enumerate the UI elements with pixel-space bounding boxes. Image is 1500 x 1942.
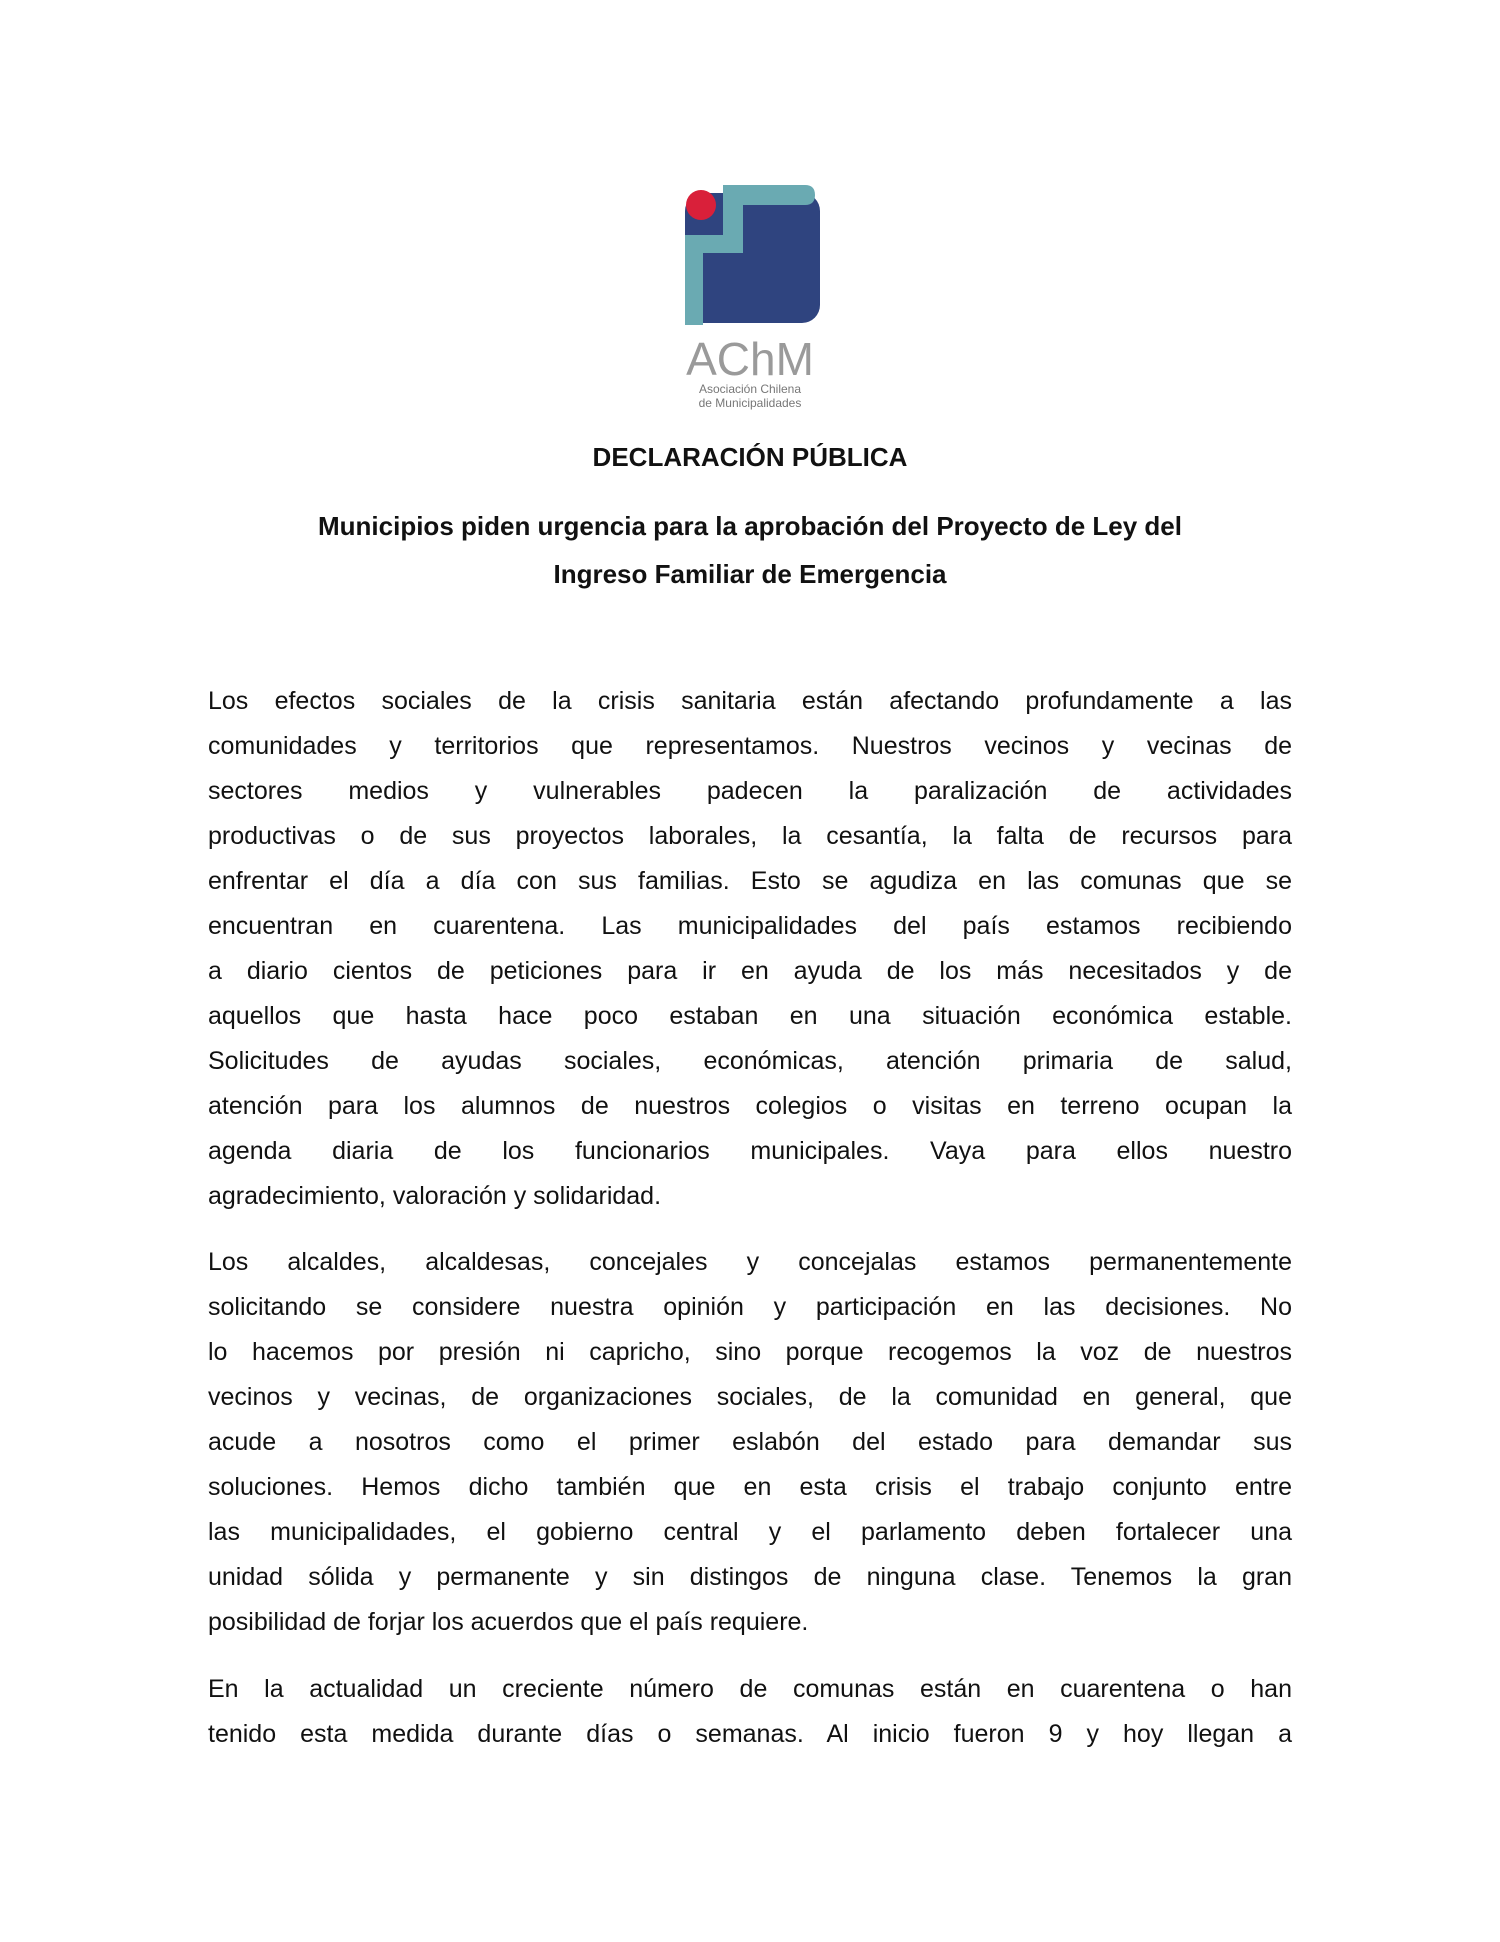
- text-line: encuentran en cuarentena. Las municipalidades del país estamos recibiendo: [208, 912, 1292, 940]
- paragraph-1: [208, 679, 1292, 1219]
- logo-line1: Asociación Chilena: [698, 382, 802, 396]
- paragraph-2: [208, 1240, 1292, 1645]
- paragraph-3: [208, 1667, 1292, 1757]
- text-line: agenda diaria de los funcionarios municipales. Vaya para ellos nuestro: [208, 1137, 1292, 1165]
- text-line: aquellos que hasta hace poco estaban en una situación económica estable.: [208, 1002, 1292, 1030]
- text-line: comunidades y territorios que representamos. Nuestros vecinos y vecinas de: [208, 732, 1292, 760]
- text-line: las municipalidades, el gobierno central y el parlamento deben fortalecer una: [208, 1518, 1292, 1546]
- text-line: lo hacemos por presión ni capricho, sino porque recogemos la voz de nuestros: [208, 1338, 1292, 1366]
- text-line: atención para los alumnos de nuestros colegios o visitas en terreno ocupan la: [208, 1092, 1292, 1120]
- subtitle-line: Municipios piden urgencia para la aprobación del Proyecto de Ley del: [318, 511, 1182, 541]
- document-title: DECLARACIÓN PÚBLICA: [592, 442, 908, 472]
- text-line: vecinos y vecinas, de organizaciones sociales, de la comunidad en general, que: [208, 1383, 1292, 1411]
- text-line: En la actualidad un creciente número de comunas están en cuarentena o han: [208, 1675, 1292, 1703]
- text-line: unidad sólida y permanente y sin distingos de ninguna clase. Tenemos la gran: [208, 1563, 1292, 1591]
- text-line: tenido esta medida durante días o semanas. Al inicio fueron 9 y hoy llegan a: [208, 1720, 1292, 1748]
- logo-red-dot: [686, 190, 716, 220]
- text-line: Solicitudes de ayudas sociales, económicas, atención primaria de salud,: [208, 1047, 1292, 1075]
- text-line: enfrentar el día a día con sus familias. Esto se agudiza en las comunas que se: [208, 867, 1292, 895]
- text-line: agradecimiento, valoración y solidaridad.: [208, 1182, 662, 1210]
- text-line: Los efectos sociales de la crisis sanitaria están afectando profundamente a las: [208, 687, 1292, 715]
- logo-acronym: AChM: [686, 333, 814, 385]
- text-line: Los alcaldes, alcaldesas, concejales y concejalas estamos permanentemente: [208, 1248, 1292, 1276]
- text-line: acude a nosotros como el primer eslabón del estado para demandar sus: [208, 1428, 1292, 1456]
- subtitle-line: Ingreso Familiar de Emergencia: [553, 559, 947, 589]
- logo-line2: de Municipalidades: [698, 396, 802, 410]
- text-line: sectores medios y vulnerables padecen la paralización de actividades: [208, 777, 1292, 805]
- text-line: a diario cientos de peticiones para ir en ayuda de los más necesitados y de: [208, 957, 1292, 985]
- achm-logo: [655, 175, 845, 415]
- text-line: solicitando se considere nuestra opinión y participación en las decisiones. No: [208, 1293, 1292, 1321]
- text-line: productivas o de sus proyectos laborales, la cesantía, la falta de recursos para: [208, 822, 1292, 850]
- text-line: soluciones. Hemos dicho también que en esta crisis el trabajo conjunto entre: [208, 1473, 1292, 1501]
- text-line: posibilidad de forjar los acuerdos que el país requiere.: [208, 1608, 809, 1636]
- document-subtitle: [230, 502, 1270, 598]
